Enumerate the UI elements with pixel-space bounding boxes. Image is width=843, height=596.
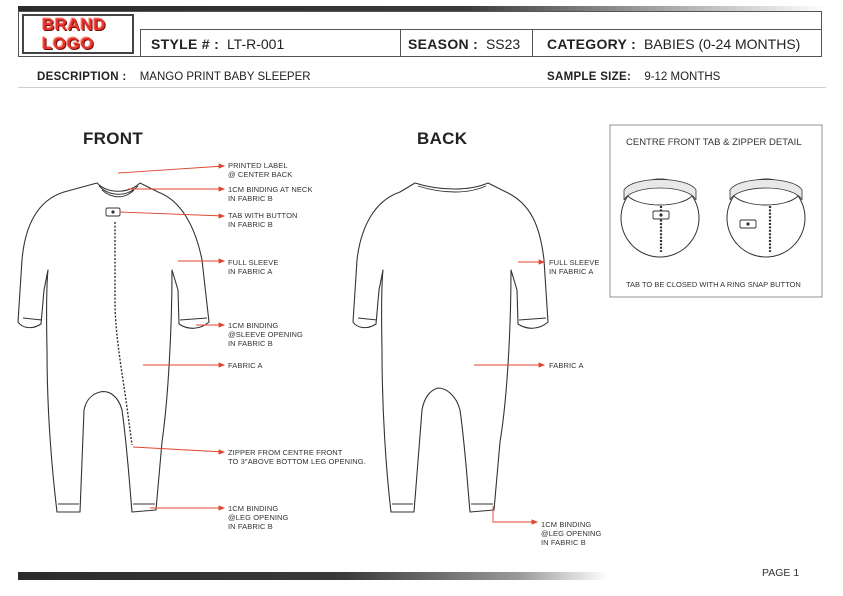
- description-label: DESCRIPTION :: [37, 71, 127, 83]
- style-value: LT-R-001: [226, 36, 285, 52]
- front-sleeper-sketch: [18, 183, 209, 512]
- callout-line: 1CM BINDING: [228, 321, 279, 330]
- callout-back-fabric: [549, 361, 584, 370]
- season-value: SS23: [485, 36, 521, 52]
- callout-line: FULL SLEEVE: [549, 258, 600, 267]
- callout-sleeve-binding: [228, 321, 303, 348]
- callout-line: TO 3"ABOVE BOTTOM LEG OPENING.: [228, 457, 366, 466]
- callout-line: IN FABRIC B: [541, 538, 586, 547]
- front-view-title: FRONT: [83, 129, 144, 148]
- callout-line: IN FABRIC B: [228, 220, 273, 229]
- callout-line: IN FABRIC A: [549, 267, 594, 276]
- brand-logo-line1: BRAND: [42, 15, 106, 34]
- category-value: BABIES (0-24 MONTHS): [643, 36, 801, 52]
- callout-leg-binding: [228, 504, 289, 531]
- callout-tab-button: [228, 211, 298, 229]
- callout-line: @SLEEVE OPENING: [228, 330, 303, 339]
- callout-line: IN FABRIC B: [228, 522, 273, 531]
- callout-back-full-sleeve: [549, 258, 599, 276]
- callout-line: @LEG OPENING: [228, 513, 289, 522]
- callout-line: IN FABRIC A: [228, 267, 273, 276]
- callout-fabric: [228, 361, 263, 370]
- callout-line: TAB WITH BUTTON: [228, 211, 298, 220]
- front-tab-button: [111, 210, 114, 213]
- style-label: STYLE # :: [151, 36, 220, 52]
- callout-neck-binding: [228, 185, 313, 203]
- footer-bar: [18, 572, 608, 580]
- season-label: SEASON :: [408, 36, 479, 52]
- detail-circle-left: [621, 179, 699, 257]
- detail-title: CENTRE FRONT TAB & ZIPPER DETAIL: [626, 137, 802, 148]
- callout-line: @LEG OPENING: [541, 529, 602, 538]
- callout-back-leg-binding: [541, 520, 602, 547]
- callout-line: ZIPPER FROM CENTRE FRONT: [228, 448, 343, 457]
- callout-line: 1CM BINDING: [228, 504, 279, 513]
- page-number: PAGE 1: [762, 567, 800, 579]
- back-sleeper-sketch: [353, 183, 548, 512]
- callout-printed-label: [228, 161, 292, 179]
- callout-line: FABRIC A: [228, 361, 263, 370]
- description-value: MANGO PRINT BABY SLEEPER: [139, 71, 311, 83]
- callout-line: IN FABRIC B: [228, 194, 273, 203]
- sample-size-label: SAMPLE SIZE:: [547, 71, 632, 83]
- callout-line: @ CENTER BACK: [228, 170, 293, 179]
- callout-line: FABRIC A: [549, 361, 584, 370]
- detail-circle-right: [727, 179, 805, 257]
- sample-size-value: 9-12 MONTHS: [644, 71, 721, 83]
- callout-line: IN FABRIC B: [228, 339, 273, 348]
- brand-logo-line2: LOGO: [42, 34, 95, 53]
- detail-note: TAB TO BE CLOSED WITH A RING SNAP BUTTON: [626, 280, 801, 289]
- callout-line: PRINTED LABEL: [228, 161, 288, 170]
- back-view-title: BACK: [417, 129, 468, 148]
- category-label: CATEGORY :: [547, 36, 637, 52]
- callout-line: FULL SLEEVE: [228, 258, 279, 267]
- callout-zipper: [228, 448, 366, 466]
- callout-full-sleeve: [228, 258, 278, 276]
- callout-line: 1CM BINDING: [541, 520, 592, 529]
- callout-line: 1CM BINDING AT NECK: [228, 185, 313, 194]
